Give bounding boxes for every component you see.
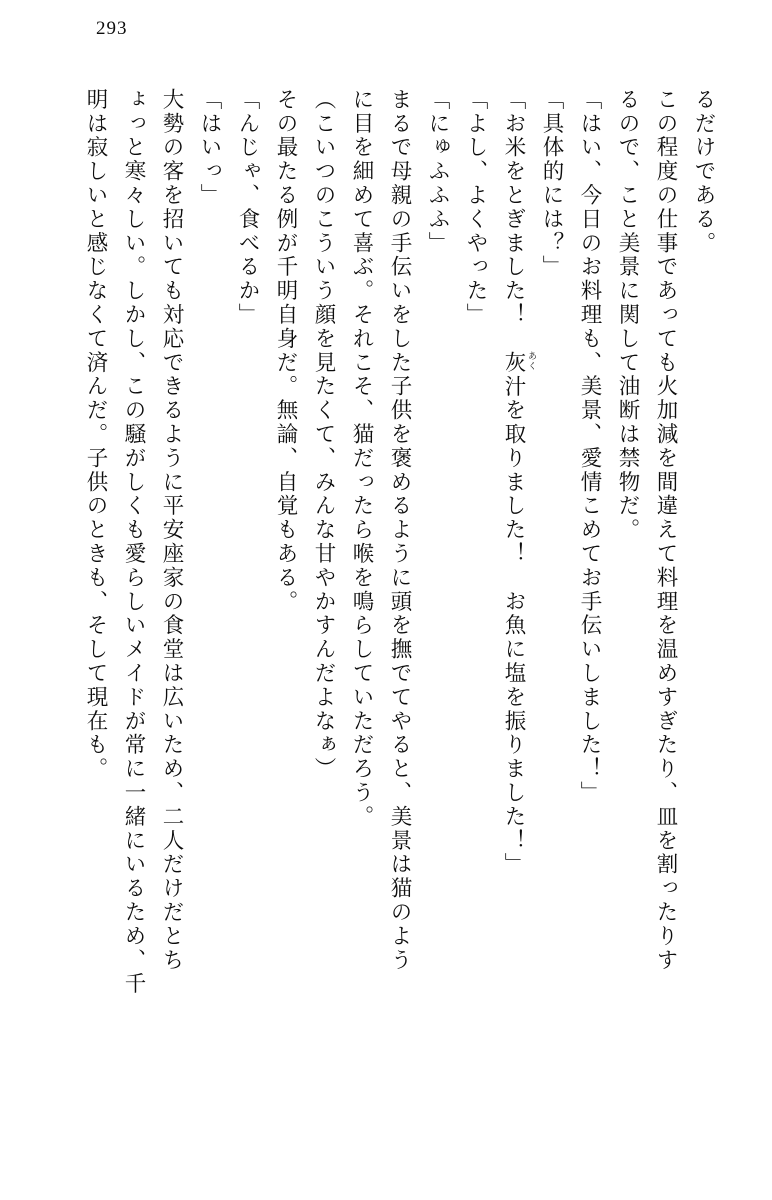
text-line-with-ruby: 「お米をとぎました！ 灰汁 あく を取りました！ お魚に塩を振りました！」 — [502, 88, 537, 877]
text-line: その最たる例が千明自身だ。無論、自覚もある。 — [274, 88, 298, 614]
text-line: 大勢の客を招いても対応できるように平安座家の食堂は広いため、二人だけだとち — [160, 88, 184, 973]
text-line: るだけである。 — [692, 88, 716, 256]
text-line: 「よし、よくやった」 — [464, 88, 488, 327]
page-number: 293 — [96, 18, 128, 39]
text-line: この程度の仕事であっても火加減を間違えて料理を温めすぎたり、皿を割ったりす — [654, 88, 678, 973]
text-line: 「はい、今日のお料理も、美景、愛情こめてお手伝いしました！」 — [578, 88, 602, 805]
text-line: 「にゅふふふ」 — [426, 88, 450, 256]
text-line: に目を細めて喜ぶ。それこそ、猫だったら喉を鳴らしていただろう。 — [350, 88, 374, 829]
text-line: 明は寂しいと感じなくて済んだ。子供のときも、そして現在も。 — [84, 88, 108, 782]
text-line: 「具体的には？」 — [540, 88, 564, 280]
text-line: （こいつのこういう顔を見たくて、みんな甘やかすんだよなぁ） — [312, 88, 336, 782]
text-line: るので、こと美景に関して油断は禁物だ。 — [616, 88, 640, 543]
text-line: 「んじゃ、食べるか」 — [236, 88, 260, 327]
text-line: ょっと寒々しい。しかし、この騒がしくも愛らしいメイドが常に一緒にいるため、千 — [122, 88, 146, 997]
text-line: 「はいっ」 — [198, 88, 222, 208]
vertical-text-body — [54, 88, 714, 1168]
ruby-base: 灰汁 あく — [502, 350, 537, 399]
text-line: まるで母親の手伝いをした子供を褒めるように頭を撫でてやると、美景は猫のよう — [388, 88, 412, 973]
ruby-reading: あく — [527, 350, 537, 371]
